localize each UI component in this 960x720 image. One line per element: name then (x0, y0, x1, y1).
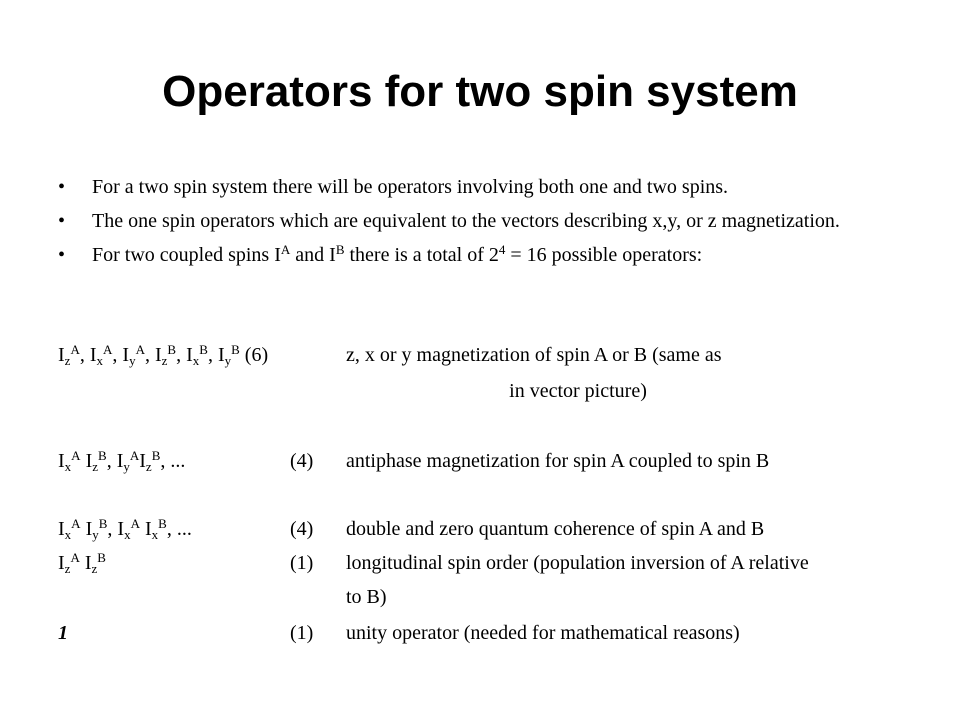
bullet-icon: • (58, 244, 66, 266)
operator-expression: $I_z^A$, $I_x^A$, $I_y^A$, $I_z^B$, $I_x^B$, $I_y^B$ (6) (58, 342, 269, 368)
operator-count: (6) (244, 344, 269, 366)
operator-row-coherence (58, 514, 938, 544)
operator-row-continuation (58, 376, 938, 406)
bullet-item (58, 242, 918, 268)
operator-row-antiphase (58, 446, 938, 476)
operator-expression: $I_x^A$ $I_z^B$, $I_y^AI_z^B$, ... (58, 448, 186, 474)
operator-count: (1) (290, 622, 314, 644)
operator-row-single-spin (58, 340, 938, 370)
page-title: Operators for two spin system (162, 67, 798, 116)
operator-description-continued: to B) (346, 586, 387, 608)
operator-count: (1) (290, 552, 314, 574)
bullet-list (58, 174, 918, 276)
operator-description: double and zero quantum coherence of spin A and B (346, 518, 765, 540)
bullet-icon: • (58, 210, 66, 232)
bullet-text: The one spin operators which are equivalent to the vectors describing x,y, or z magnetization. (92, 210, 840, 232)
bullet-text: For a two spin system there will be operators involving both one and two spins. (92, 176, 729, 198)
operator-expression: $I_x^A$ $I_y^B$, $I_x^A$ $I_x^B$, ... (58, 516, 192, 542)
operator-description: unity operator (needed for mathematical reasons) (346, 622, 740, 644)
operator-row-longitudinal (58, 548, 938, 578)
operator-row-continuation (58, 582, 938, 612)
operator-expression: $I_z^A$ $I_z^B$ (58, 550, 106, 576)
operator-count: (4) (290, 518, 314, 540)
operator-expression: 1 (58, 622, 68, 644)
operator-description: z, x or y magnetization of spin A or B (same as (346, 344, 722, 366)
operator-description: longitudinal spin order (population inversion of A relative (346, 552, 809, 574)
bullet-item (58, 208, 918, 234)
operator-count: (4) (290, 450, 314, 472)
bullet-item (58, 174, 918, 200)
operator-row-unity (58, 618, 938, 648)
operator-description: antiphase magnetization for spin A coupled to spin B (346, 450, 770, 472)
operator-description-continued: in vector picture) (509, 380, 647, 402)
bullet-text: For two coupled spins $I^A$ and $I^B$ there is a total of $2^4 = 16$ possible operators: (92, 242, 703, 266)
bullet-icon: • (58, 176, 66, 198)
